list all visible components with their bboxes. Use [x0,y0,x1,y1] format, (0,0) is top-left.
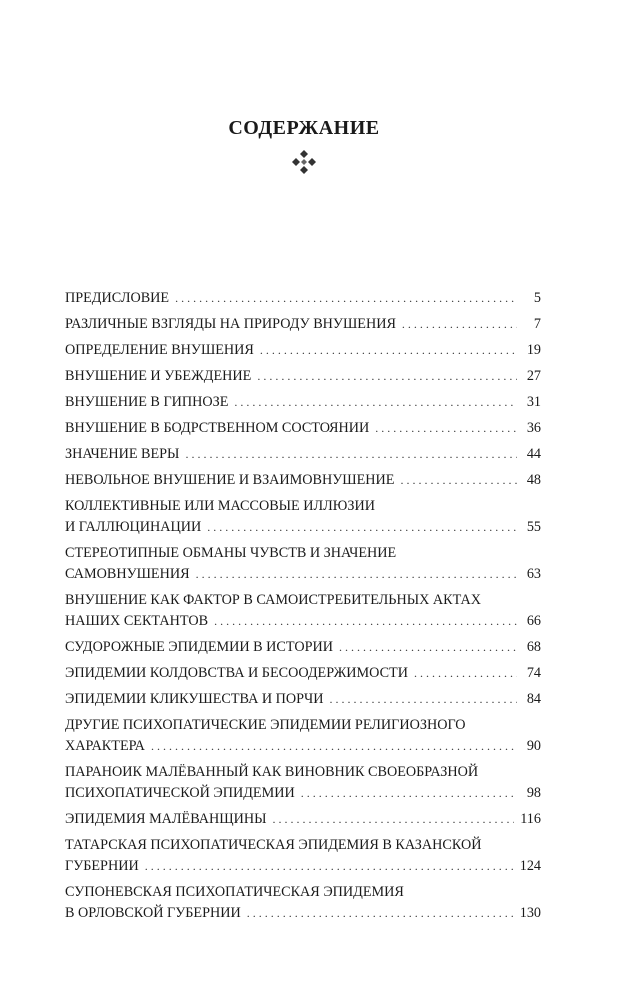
toc-entry-page-number: 36 [526,420,541,436]
ornament-diamond-top [300,150,308,158]
toc-entry-title-line: ЭПИДЕМИЯ МАЛЁВАНЩИНЫ [65,811,267,827]
toc-entry-page-number: 55 [526,519,541,535]
toc-entry-title-line: ЭПИДЕМИИ КОЛДОВСТВА И БЕСООДЕРЖИМОСТИ [65,665,408,681]
toc-entry-title-line: ЭПИДЕМИИ КЛИКУШЕСТВА И ПОРЧИ [65,691,324,707]
toc-entry-title-line: ОПРЕДЕЛЕНИЕ ВНУШЕНИЯ [65,342,254,358]
toc-entry-row [65,366,541,387]
toc-entry-page-number: 5 [533,290,541,306]
toc-entry[interactable] [65,366,541,387]
toc-entry-title-line: ПАРАНОИК МАЛЁВАННЫЙ КАК ВИНОВНИК СВОЕОБРАЗНОЙ [65,764,479,780]
dot-leader [330,689,517,710]
toc-entry-title-line: ВНУШЕНИЕ В ГИПНОЗЕ [65,394,229,410]
toc-entry-page-number: 48 [526,472,541,488]
toc-entry-page-number: 44 [526,446,541,462]
toc-entry-row [65,736,541,757]
toc-entry-row [65,288,541,309]
toc-entry[interactable] [65,809,541,830]
ornament-diamond-left [292,158,300,166]
toc-entry[interactable] [65,663,541,684]
dot-leader [257,366,517,387]
toc-entry-title-line: СТЕРЕОТИПНЫЕ ОБМАНЫ ЧУВСТВ И ЗНАЧЕНИЕ [65,545,397,561]
toc-entry-row [65,663,541,684]
toc-entry[interactable] [65,496,541,538]
toc-entry-page-number: 63 [526,566,541,582]
toc-entry-title-line: РАЗЛИЧНЫЕ ВЗГЛЯДЫ НА ПРИРОДУ ВНУШЕНИЯ [65,316,396,332]
toc-entry[interactable] [65,637,541,658]
toc-entry-row [65,856,541,877]
toc-entry-title-line: СУДОРОЖНЫЕ ЭПИДЕМИИ В ИСТОРИИ [65,639,333,655]
toc-entry-page-number: 124 [519,858,541,874]
toc-entry-row [65,418,541,439]
toc-entry-page-number: 31 [526,394,541,410]
toc-entry-title-line: ГУБЕРНИИ [65,858,139,874]
toc-entry-row [65,517,541,538]
toc-entry-title-line: ЗНАЧЕНИЕ ВЕРЫ [65,446,180,462]
dot-leader [175,288,517,309]
toc-entry-row [65,470,541,491]
toc-entry[interactable] [65,288,541,309]
toc-entry[interactable] [65,340,541,361]
toc-entry[interactable] [65,543,541,585]
toc-entry-page-number: 66 [526,613,541,629]
toc-entry-title-line: ВНУШЕНИЕ В БОДРСТВЕННОМ СОСТОЯНИИ [65,420,370,436]
toc-entry-page-number: 7 [533,316,541,332]
toc-entry-page-number: 19 [526,342,541,358]
toc-entry-page-number: 116 [520,811,541,827]
toc-entry-title-line: ПСИХОПАТИЧЕСКОЙ ЭПИДЕМИИ [65,785,295,801]
ornament-diamond-bottom [300,166,308,174]
toc-entry[interactable] [65,418,541,439]
dot-leader [375,418,517,439]
dot-leader [400,470,517,491]
toc-entry-page-number: 68 [526,639,541,655]
dot-leader [260,340,517,361]
toc-entry-row [65,689,541,710]
toc-entry-row [65,444,541,465]
toc-entry-row [65,809,541,830]
toc-entry-page-number: 27 [526,368,541,384]
toc-entry-title-line: ВНУШЕНИЕ КАК ФАКТОР В САМОИСТРЕБИТЕЛЬНЫХ АКТАХ [65,592,482,608]
toc-entry[interactable] [65,590,541,632]
dot-leader [272,809,514,830]
toc-entry-page-number: 90 [526,738,541,754]
dot-leader [151,736,517,757]
toc-entry-title-line: В ОРЛОВСКОЙ ГУБЕРНИИ [65,905,241,921]
toc-entry-title-line: НЕВОЛЬНОЕ ВНУШЕНИЕ И ВЗАИМОВНУШЕНИЕ [65,472,395,488]
ornament-diamond-right [308,158,316,166]
dot-leader [185,444,517,465]
toc-entry-title-line: ВНУШЕНИЕ И УБЕЖДЕНИЕ [65,368,252,384]
toc-entry-title-line: ТАТАРСКАЯ ПСИХОПАТИЧЕСКАЯ ЭПИДЕМИЯ В КАЗАНСКОЙ [65,837,482,853]
toc-entry[interactable] [65,715,541,757]
dot-leader [207,517,517,538]
dot-leader [301,783,517,804]
toc-entry-page-number: 84 [526,691,541,707]
toc-entry[interactable] [65,762,541,804]
toc-entry-title-line: ДРУГИЕ ПСИХОПАТИЧЕСКИЕ ЭПИДЕМИИ РЕЛИГИОЗНОГО [65,717,466,733]
toc-entry[interactable] [65,882,541,924]
ornament-diamond-center [301,159,307,165]
toc-entry-title-line: ХАРАКТЕРА [65,738,145,754]
toc-entry-title-line: ПРЕДИСЛОВИЕ [65,290,170,306]
dot-leader [196,564,517,585]
toc-entry-title-line: СУПОНЕВСКАЯ ПСИХОПАТИЧЕСКАЯ ЭПИДЕМИЯ [65,884,404,900]
toc-entry-page-number: 130 [519,905,541,921]
toc-entry-row [65,611,541,632]
table-of-contents [65,288,541,929]
dot-leader [339,637,517,658]
dot-leader [145,856,514,877]
dot-leader [214,611,517,632]
diamond-cluster-ornament-icon [290,148,318,176]
toc-entry-title-line: КОЛЛЕКТИВНЫЕ ИЛИ МАССОВЫЕ ИЛЛЮЗИИ [65,498,375,514]
toc-entry[interactable] [65,392,541,413]
toc-entry-title-line: И ГАЛЛЮЦИНАЦИИ [65,519,202,535]
dot-leader [247,903,514,924]
dot-leader [234,392,517,413]
toc-entry-title-line: САМОВНУШЕНИЯ [65,566,190,582]
toc-entry-row [65,340,541,361]
toc-entry[interactable] [65,689,541,710]
toc-entry-row [65,392,541,413]
toc-entry-title-line: НАШИХ СЕКТАНТОВ [65,613,209,629]
dot-leader [414,663,517,684]
toc-entry-row [65,783,541,804]
toc-entry-row [65,637,541,658]
toc-entry[interactable] [65,444,541,465]
toc-entry-row [65,314,541,335]
toc-entry[interactable] [65,470,541,491]
toc-entry-page-number: 74 [526,665,541,681]
dot-leader [402,314,517,335]
page-title: СОДЕРЖАНИЕ [228,117,380,140]
toc-entry-page-number: 98 [526,785,541,801]
toc-entry[interactable] [65,314,541,335]
toc-entry-row [65,903,541,924]
toc-entry-row [65,564,541,585]
toc-entry[interactable] [65,835,541,877]
